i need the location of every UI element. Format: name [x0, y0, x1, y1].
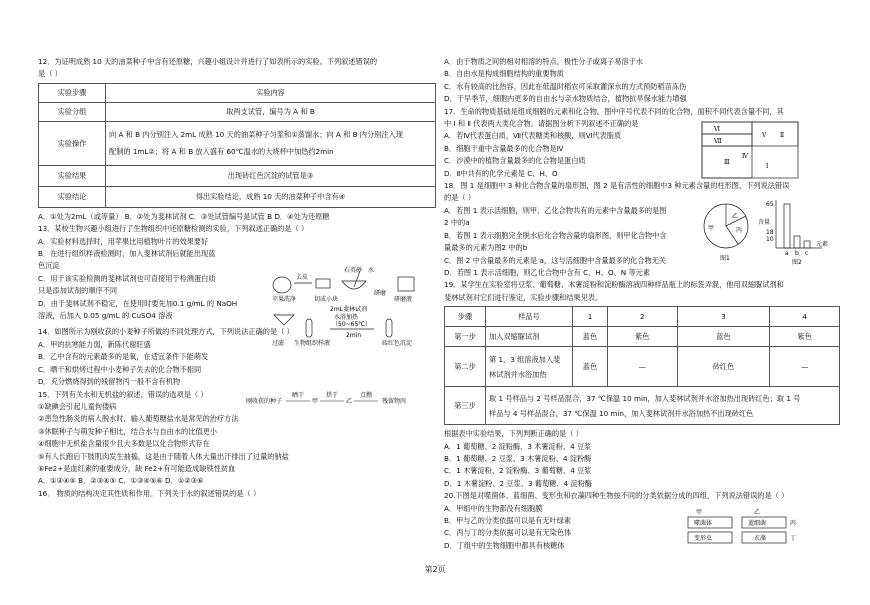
- q15-line: ④细胞中无机盐含量很少且大多数是以化合物形式存在: [38, 439, 210, 449]
- table-row: [39, 121, 436, 165]
- table-cell: 加入双缩脲试剂: [486, 327, 573, 347]
- region-label: Ⅵ: [714, 126, 721, 133]
- bar-label: a: [785, 250, 789, 257]
- q13-line: C．用于该实验检测的斐林试剂也可直接用于检测蛋白质: [38, 273, 216, 283]
- table-cell: 实验操作: [39, 121, 106, 165]
- q18-line: A．若图 1 表示活细胞，则甲、乙化合物共有的元素中含量最多的是图: [444, 205, 667, 215]
- table-cell: 紫色: [608, 327, 678, 347]
- table-row: [39, 102, 436, 121]
- q16-line: C．水有较高的比热容，因此在低温时稻农可采取灌深水的方式预防稻苗冻伤: [444, 81, 687, 91]
- q18-stem-1: 18．图 1 是细胞中 3 种化合物含量的扇形图，图 2 是有活性的细胞中3 种元素含量的柱形图，下列说法错误: [444, 181, 790, 191]
- q13-experiment-figure: [270, 263, 438, 349]
- table-cell: 紫色: [770, 327, 840, 347]
- q16-line: B．自由水是构成细胞结构的重要物质: [444, 69, 564, 79]
- q16-line: D．干早季节，细胞内更多的自由水与亲水物质结合，植物抗旱保水能力增强: [444, 94, 687, 104]
- table-cell: 步骤: [445, 307, 486, 327]
- q17-stem-1: 17．生命的物质基础是组成细胞的元素和化合物。图中序号代表不同的化合物，面积不同代表含量不同，其: [444, 106, 784, 116]
- cell-line: 样品与 4 号样品混合，37 ℃保温 10 min，加入斐林试剂并水浴加热不出现砖红色: [489, 408, 754, 418]
- apple-label: 苹果洗净: [272, 296, 297, 303]
- region-label: Ⅶ: [714, 138, 722, 145]
- pie-label-yi: 乙: [732, 213, 739, 220]
- table-row: [445, 387, 840, 425]
- q19-option: B．1 葡萄糖、2 豆浆、3 木薯淀粉、4 淀粉酶: [444, 453, 592, 463]
- cell-line: 配制的 1mL②；将 A 和 B 放入盛有 60℃温水的大烧杯中加热约2min: [109, 147, 334, 157]
- q20-grouping-figure: [684, 508, 804, 548]
- q12-table: [38, 83, 436, 208]
- table-cell: 4: [770, 307, 840, 327]
- organism-label: 衣藻: [754, 535, 767, 542]
- q20-stem: 20.下图是对噬菌体、蓝细菌、变形虫和衣藻四种生物按不同的分类依据分成的四组，下列说法错误的是（ ）: [444, 491, 789, 501]
- sand-label: 石英砂: [344, 267, 363, 274]
- group-label: 丙: [790, 520, 797, 527]
- cell-line: 林试剂并水浴加热: [489, 369, 547, 379]
- table-row: [445, 307, 840, 327]
- q18-stem-2: 的是（ ）: [444, 193, 476, 203]
- table-cell: 出现砖红色沉淀的试管是③: [106, 165, 436, 186]
- table-cell: [486, 387, 840, 425]
- jia-label: 甲: [312, 398, 319, 405]
- apple-pieces-icon: [316, 279, 330, 288]
- q14-line: C．晒干和烘烤过程中小麦种子失去的化合物不相同: [38, 364, 202, 374]
- organism-label: 蓝细菌: [748, 520, 767, 527]
- q13-line: B．在进行组织样液检测时，加入斐林试剂后就能出现蓝: [38, 249, 216, 259]
- pie-label-jia: 甲: [708, 225, 715, 232]
- table-cell: 1: [573, 307, 608, 327]
- table-cell: 2: [608, 307, 678, 327]
- bar-label: b: [795, 250, 799, 257]
- dry-label: 晒干: [292, 392, 305, 399]
- table-cell: 取两支试管，编号为 A 和 B: [106, 102, 436, 121]
- q19-option: A．1 葡萄糖、2 淀粉酶、3 木薯淀粉、4 豆浆: [444, 441, 592, 451]
- q14-line: B．乙中含有的元素最多的是氧，在适宜条件下能萌发: [38, 352, 209, 362]
- q13-line: 只是添加试剂的顺序不同: [38, 286, 118, 296]
- table-cell: 得出实验结论，成熟 10 天的油菜种子中含有④: [106, 186, 436, 207]
- q17-line: B．细胞干重中含量最多的化合物是Ⅳ: [444, 143, 564, 153]
- region-label: Ⅱ: [780, 132, 785, 139]
- table-cell: [106, 121, 436, 165]
- q15-line: ②患急性肠炎的病人脱水时，输入葡萄糖盐水是常见的治疗方法: [38, 414, 239, 424]
- cut-label: 切成小块: [314, 296, 339, 303]
- q12-options: A．①处为2mL（或等量） B．②处为斐林试剂 C．③处试管编号是试管 B D．④处为还原糖: [38, 211, 330, 221]
- residue-label: 残留物丙: [382, 398, 407, 405]
- q20-line: B．甲与乙的分类依据可以是有无叶绿素: [444, 515, 572, 525]
- q19-after: 根据表中实验结果，下列判断正确的是（ ）: [444, 429, 583, 439]
- q15-line: ⑤有人长跑后下肢肌肉发生抽搐，这是由于随着人体大量出汗排出了过量的钠盐: [38, 451, 289, 461]
- q18-text-block: [444, 205, 700, 255]
- cell-line: 取 1 号样品与 2 号样品混合，37 ℃保温 10 min，加入斐林试剂并水浴加热出现砖红色；取 1 号: [489, 393, 801, 403]
- page-number: 第2页: [424, 565, 446, 574]
- table-cell: 实验步骤: [39, 83, 106, 102]
- q18-line: C．图 2 中含量最多的元素是 a，这与活细胞中含量最多的化合物无关: [444, 255, 667, 265]
- q19-option: C．1 木薯淀粉、2 淀粉酶、3 葡萄糖、4 豆浆: [444, 466, 592, 476]
- q19-table: [444, 306, 840, 425]
- time-label: 2min: [346, 332, 362, 339]
- water-label: 水: [368, 267, 375, 274]
- q13-line: 色沉淀: [38, 261, 60, 271]
- q18-line: B．若图 1 表示细胞完全脱水后化合物含量的扇形图，则甲化合物中含: [444, 230, 667, 240]
- result-label: 砖红色沉淀: [382, 340, 413, 347]
- q16-line: A．由于物质之间的相对相溶的特点，极性分子或离子易溶于水: [444, 57, 643, 66]
- sample-label: 生物组织样液: [294, 340, 331, 347]
- reagent-label: 2mL斐林试剂: [330, 306, 368, 313]
- bar-a: [784, 204, 790, 248]
- q14-stem: 14．如图所示为刚收获的小麦种子所做的不同处理方式，下列说法正确的是（ ）: [38, 327, 294, 337]
- cell-line: 向 A 和 B 内分别注入 2mL 成熟 10 天的油菜种子匀浆和①蒸馏水；向 A 和 B 内分别注入现: [109, 130, 403, 140]
- q13-line: 溶液，后加入 0.05 g/mL 的 CuSO4 溶液: [38, 311, 173, 321]
- q13-line: D．由于斐林试剂不稳定，在使用时要先加0.1 g/mL 的 NaOH: [38, 298, 238, 308]
- region-label: Ⅴ: [762, 132, 767, 139]
- burn-label: 点燃: [360, 392, 373, 399]
- filtrate-label: 研磨液: [394, 296, 413, 303]
- q14-seed-flow-figure: [246, 388, 426, 412]
- bar-b: [794, 236, 800, 248]
- table-cell: 实验结果: [39, 165, 106, 186]
- region-label: Ⅳ: [742, 153, 748, 160]
- tick-label: 18: [766, 229, 774, 236]
- group-label: 乙: [754, 509, 761, 516]
- table-row: [39, 165, 436, 186]
- table-row: [445, 327, 840, 347]
- q14-text-block: [38, 339, 274, 389]
- q17-stem-2: 中 Ⅰ 和 Ⅱ 代表两大类化合物。请据图分析下列叙述不正确的是: [444, 119, 639, 129]
- apple-icon: [273, 277, 291, 293]
- table-cell: 第三步: [445, 387, 486, 425]
- q16-stem: 16． 物质的结构决定其性质和作用。下列关于水的叙述错误的是（ ）: [38, 488, 261, 498]
- q20-line: A．甲组中的生物都没有细胞膜: [444, 503, 543, 513]
- table-cell: 实验结论: [39, 186, 106, 207]
- q12-stem-1: 12．为证明成熟 10 天的油菜种子中含有还原糖，兴趣小组设计并进行了如表所示的实验。下列叙述错误的: [38, 57, 378, 66]
- q20-line: C．丙与丁的分类依据可以是有无染色体: [444, 528, 572, 538]
- q18-line: 量最多的元素为图2 中的b: [444, 243, 528, 253]
- test-tube-icon: [306, 319, 312, 337]
- bar-label: c: [805, 250, 809, 257]
- table-row: [445, 347, 840, 387]
- table-cell: 蓝色: [677, 327, 770, 347]
- q17-line: A．若Ⅳ代表蛋白质，Ⅶ代表糖类和核酸，则Ⅵ代表脂质: [444, 131, 622, 141]
- table-cell: —: [608, 347, 678, 387]
- bake-label: 烘干: [326, 392, 339, 399]
- bath-label: 水浴加热: [334, 314, 359, 321]
- table-cell: 3: [677, 307, 770, 327]
- region-label: Ⅰ: [766, 163, 769, 170]
- table-row: [39, 186, 436, 207]
- table-cell: 样品号: [486, 307, 573, 327]
- grind-label: 研磨: [374, 290, 387, 297]
- peel-label: 去皮: [296, 274, 309, 281]
- cell-line: 第 1、3 组溶液加入斐: [489, 354, 561, 364]
- q13-text-block: [38, 236, 274, 323]
- funnel-icon: [274, 315, 294, 325]
- fig1-caption: 图1: [720, 255, 730, 262]
- table-cell: 砖红色: [677, 347, 770, 387]
- q15-line: ③休眠种子与萌发种子相比，结合水与自由水的比值更小: [38, 426, 217, 436]
- table-row: [39, 83, 436, 102]
- q20-line: D．丁组中的生物细胞中都具有核糖体: [444, 540, 565, 550]
- table-cell: 蓝色: [573, 327, 608, 347]
- table-cell: 第二步: [445, 347, 486, 387]
- q15-line: ⑥Fe2+是血红素的重要成分，缺 Fe2+有可能造成缺铁性贫血: [38, 463, 236, 473]
- tick-label: 10: [766, 236, 774, 243]
- q19-option: D．1 木薯淀粉、2 豆浆、3 葡萄糖、4 淀粉酶: [444, 478, 592, 488]
- q13-line: A．实验材料选择时，用苹果比用植物叶片的效果要好: [38, 236, 209, 246]
- q18-line: 2 中的a: [444, 218, 470, 228]
- table-cell: [486, 347, 573, 387]
- table-cell: 实验分组: [39, 102, 106, 121]
- seed-label: 刚收获的种子: [246, 398, 283, 405]
- region-label: Ⅲ: [724, 159, 730, 166]
- q17-area-diagram: [700, 120, 800, 180]
- organism-label: 噬菌体: [694, 520, 713, 527]
- q17-line: C．沙漠中的植物含量最多的化合物是蛋白质: [444, 156, 586, 166]
- beaker-icon: [398, 277, 414, 291]
- bar-c: [804, 241, 810, 248]
- fig2-caption: 图2: [792, 259, 802, 266]
- q19-stem-2: 斐林试剂对它们进行鉴定，实验步骤和结果见表。: [444, 292, 603, 302]
- mortar-icon: [342, 281, 366, 289]
- group-label: 丁: [790, 535, 797, 542]
- table-cell: —: [770, 347, 840, 387]
- table-cell: 第一步: [445, 327, 486, 347]
- q12-stem-2: 是（ ）: [38, 69, 62, 79]
- organism-label: 变形虫: [694, 535, 713, 542]
- table-cell: 蓝色: [573, 347, 608, 387]
- pie-label-bing: 丙: [736, 227, 743, 234]
- q15-options: A．①③④⑤ B．②③④⑤ C．①③④⑤⑥ D．①②③⑥: [38, 476, 204, 486]
- q17-line: D．Ⅱ中共有的化学元素是 C、H、O: [444, 168, 558, 178]
- q14-line: A．甲的抗寒能力弱，新陈代谢旺盛: [38, 339, 151, 349]
- bath-temp-label: （50~65℃）: [332, 321, 372, 328]
- filter-label: 过滤: [272, 340, 285, 347]
- tick-label: 65: [766, 201, 774, 208]
- q15-stem: 15．下列有关水和无机盐的叙述，错误的选项是（ ）: [38, 389, 208, 399]
- yi-label: 乙: [346, 398, 353, 405]
- axis-label: 含量: [758, 219, 771, 226]
- q14-line: D．充分燃烧得到的残留物丙一般不含有机物: [38, 377, 181, 387]
- q18-line: D．若图 1 表示活细胞，则乙化合物中含有 C、H、O、N 等元素: [444, 267, 651, 277]
- group-label: 甲: [696, 509, 703, 516]
- test-tube-icon: [386, 319, 392, 337]
- q13-stem: 13．某校生物兴趣小组进行了生物组织中还原糖检测的实验，下列叙述正确的是（ ）: [38, 224, 309, 234]
- q15-line: ①缺碘会引起儿童佝偻病: [38, 401, 117, 411]
- table-cell: 实验内容: [106, 83, 436, 102]
- q18-pie-and-bar-figure: [700, 196, 840, 266]
- axis-label: 元素: [816, 241, 829, 248]
- q19-stem-1: 19．某学生在实验室将豆浆、葡萄糖、木薯淀粉和淀粉酶溶液四种样品瓶上的标签弄混，他用双缩脲试剂和: [444, 280, 784, 290]
